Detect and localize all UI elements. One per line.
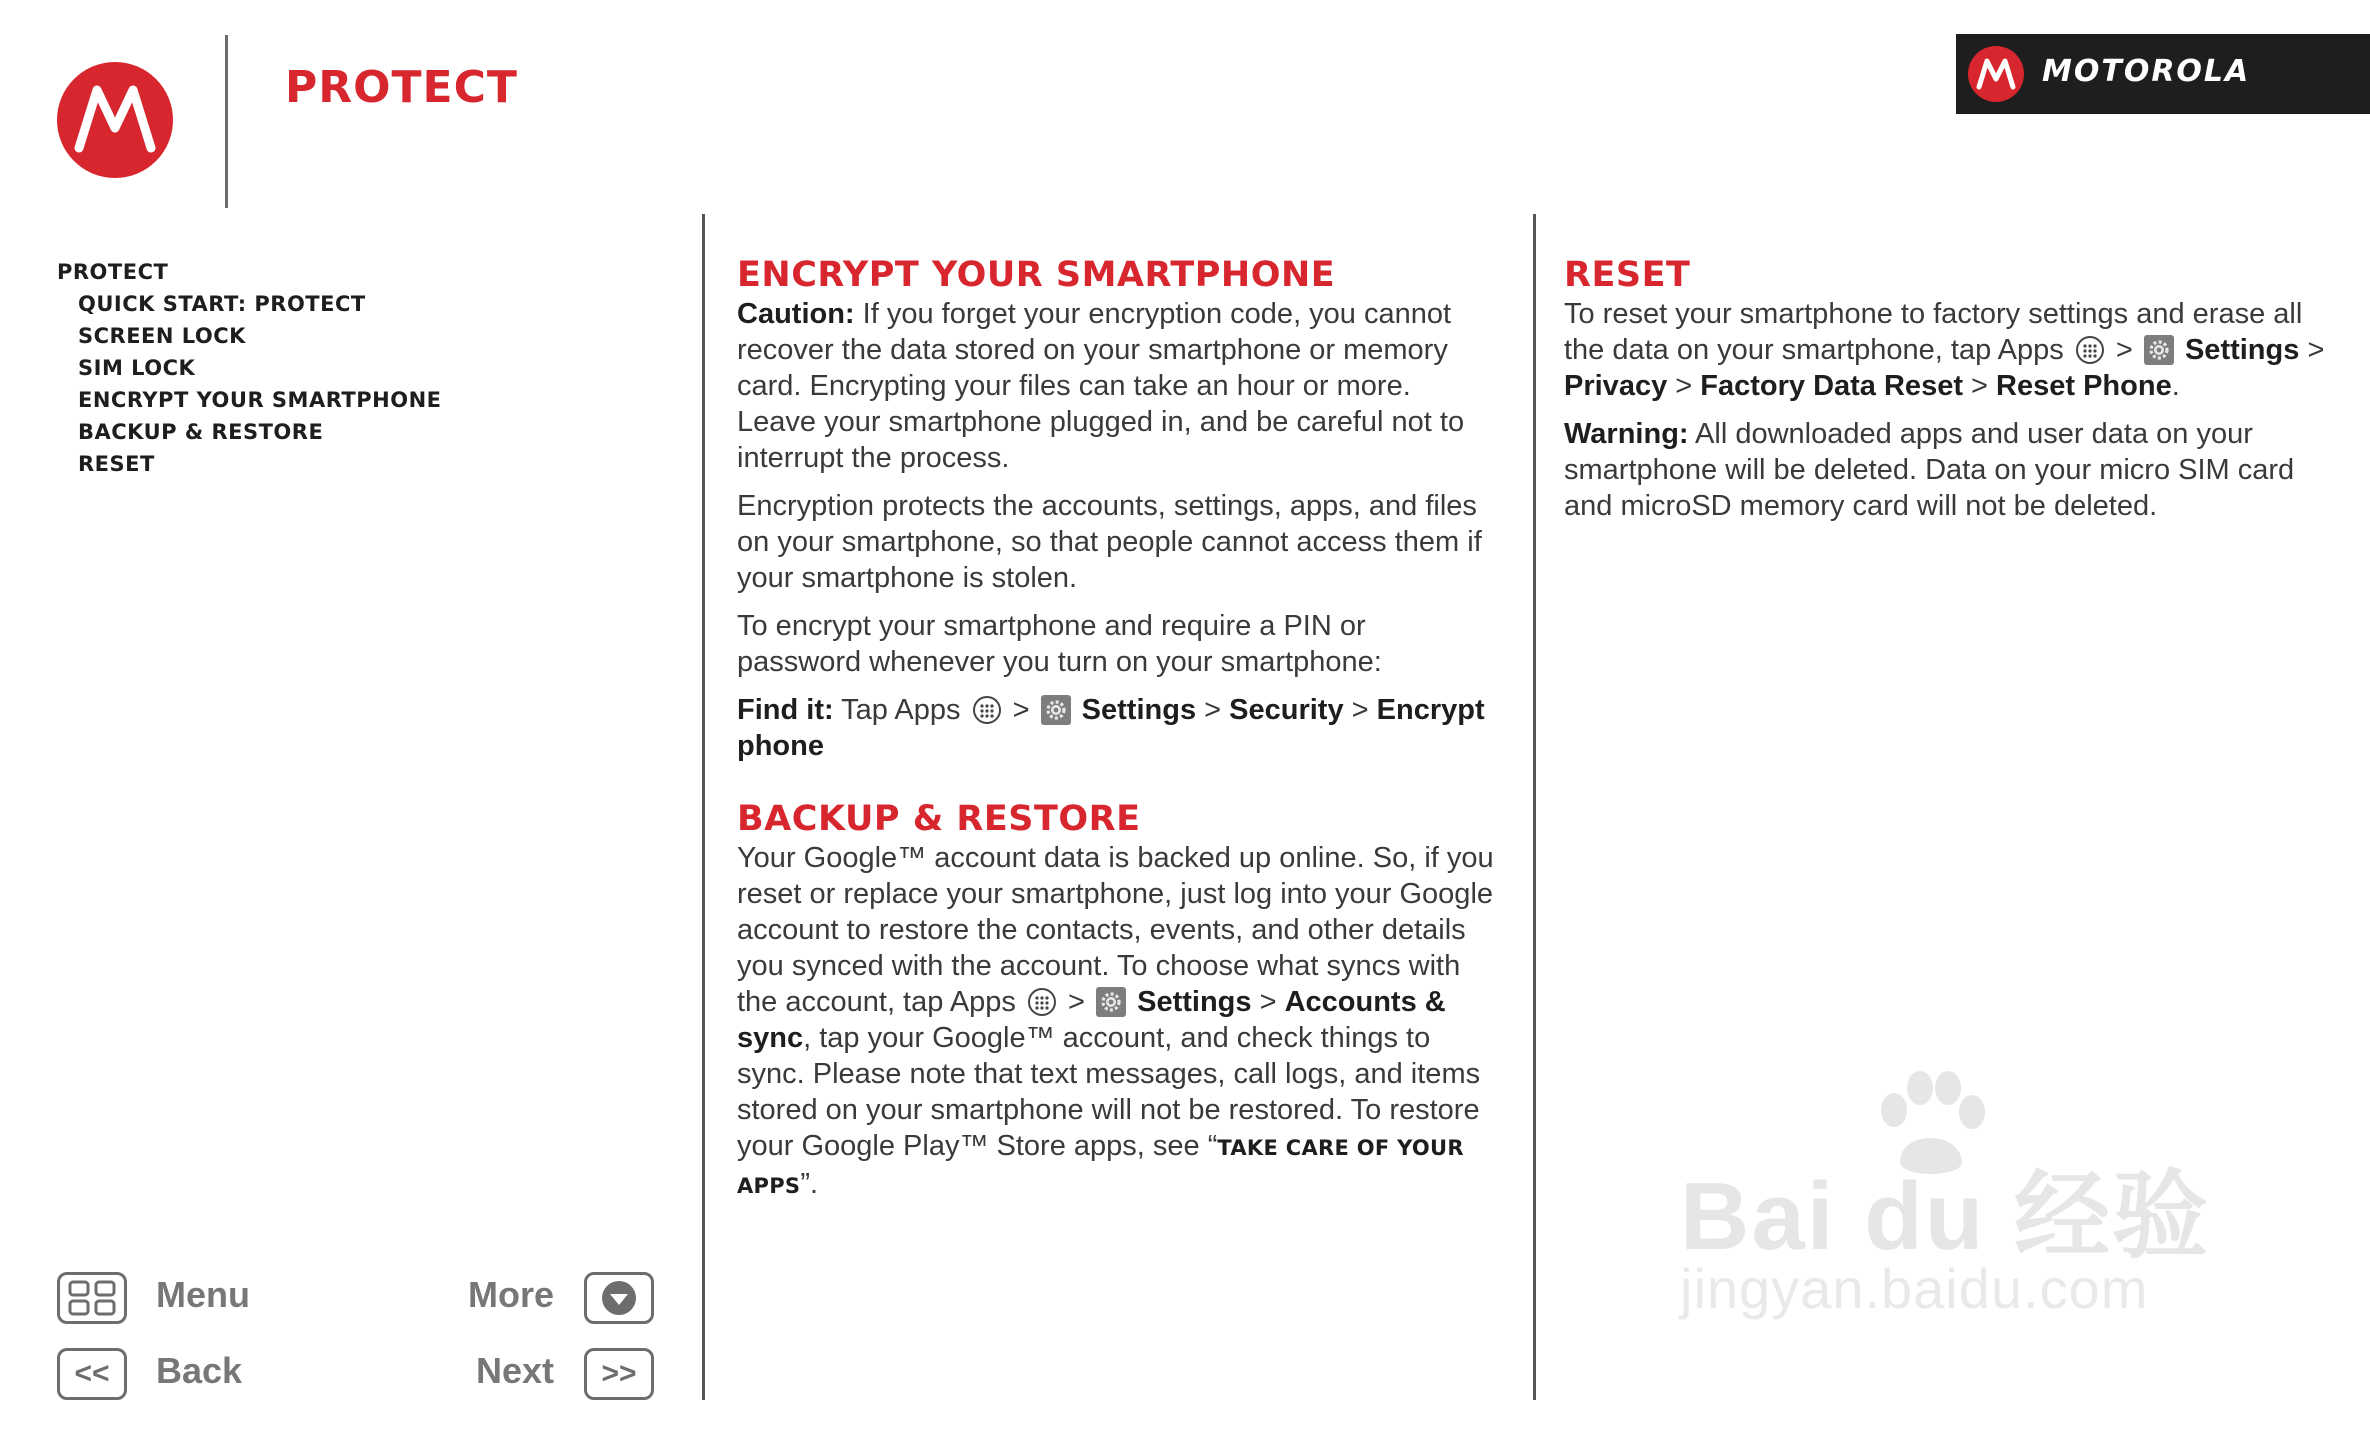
apps-icon — [972, 695, 1002, 725]
settings-label: Settings — [1137, 986, 1252, 1018]
separator: > — [1351, 694, 1369, 726]
brand-bar — [1956, 34, 2370, 114]
settings-gear-icon — [2144, 335, 2174, 365]
back-label[interactable]: Back — [156, 1350, 243, 1391]
sidebar-item-reset[interactable]: RESET — [78, 452, 155, 476]
open-quote: “ — [1207, 1130, 1218, 1162]
caution-paragraph — [737, 296, 1497, 476]
column-divider-right — [1533, 214, 1536, 1400]
sidebar-item-screen-lock[interactable]: SCREEN LOCK — [78, 324, 246, 348]
separator: > — [1259, 986, 1277, 1018]
motorola-logo — [57, 62, 173, 178]
accounts-sync-label: Accounts & sync — [737, 986, 1446, 1054]
encrypt-paragraph-2: Encryption protects the accounts, settings, apps, and files on your smartphone, so that people cannot access them if your smartphone is stolen. — [737, 490, 1482, 594]
encrypt-phone-label: Encrypt phone — [737, 694, 1485, 762]
encrypt-paragraph-3: To encrypt your smartphone and require a PIN or password whenever you turn on your smartphone: — [737, 610, 1382, 678]
next-arrows-icon: >> — [601, 1357, 637, 1390]
privacy-label: Privacy — [1564, 370, 1668, 402]
watermark-url: jingyan.baidu.com — [1680, 1257, 2149, 1320]
right-column — [1564, 254, 2334, 536]
menu-button[interactable] — [57, 1272, 127, 1324]
reset-paragraph — [1564, 296, 2334, 404]
reset-text-1: To reset your smartphone to factory settings and erase all the data on your smartphone, tap Apps — [1564, 298, 2303, 366]
back-arrows-icon: << — [74, 1357, 110, 1390]
settings-gear-icon — [1096, 987, 1126, 1017]
column-divider-left — [702, 214, 705, 1400]
separator: > — [1971, 370, 1988, 402]
more-label[interactable]: More — [468, 1274, 555, 1315]
backup-text-2: , tap your Google™ account, and check things to sync. Please note that text messages, call logs, and items stored on your smartphone will not be restored. To restore your Google Play™ Store apps, see — [737, 1022, 1481, 1162]
menu-grid-icon — [66, 1280, 118, 1316]
separator: > — [2307, 334, 2325, 366]
apps-icon — [2075, 335, 2105, 365]
back-button[interactable] — [57, 1348, 127, 1400]
next-label[interactable]: Next — [476, 1350, 555, 1391]
warning-paragraph — [1564, 416, 2334, 524]
motorola-mark-icon — [1968, 46, 2024, 102]
sidebar-item-quick-start[interactable]: QUICK START: PROTECT — [78, 292, 366, 316]
next-button[interactable] — [584, 1348, 654, 1400]
settings-label: Settings — [1081, 694, 1197, 726]
sidebar-item-backup[interactable]: BACKUP & RESTORE — [78, 420, 324, 444]
period: . — [2171, 370, 2180, 402]
page-title: PROTECT — [285, 62, 518, 113]
factory-reset-label: Factory Data Reset — [1700, 370, 1963, 402]
close-quote: ”. — [800, 1168, 819, 1200]
reset-heading: RESET — [1564, 255, 1691, 295]
separator: > — [2115, 334, 2133, 366]
middle-column — [737, 254, 1497, 1216]
sidebar-item-protect[interactable]: PROTECT — [57, 260, 169, 284]
chevron-down-icon — [599, 1278, 639, 1318]
sidebar-item-encrypt[interactable]: ENCRYPT YOUR SMARTPHONE — [78, 388, 442, 412]
encrypt-heading: ENCRYPT YOUR SMARTPHONE — [737, 255, 1336, 295]
brand-name: MOTOROLA — [2042, 54, 2251, 89]
menu-label[interactable]: Menu — [156, 1274, 250, 1315]
backup-paragraph — [737, 840, 1497, 1204]
findit-label: Find it: — [737, 694, 834, 726]
sidebar-item-sim-lock[interactable]: SIM LOCK — [78, 356, 196, 380]
caution-text: If you forget your encryption code, you cannot recover the data stored on your smartphone or memory card. Encrypting your files can take an hour or more. Leave your smartphone plugged in, and be careful not to interrupt the process. — [737, 298, 1465, 474]
separator: > — [1675, 370, 1693, 402]
reset-phone-label: Reset Phone — [1996, 370, 2172, 402]
backup-text-1: Your Google™ account data is backed up online. So, if you reset or replace your smartphone, just log into your Google account to restore the contacts, events, and other details you synced with the account. To choose what syncs with the account, tap Apps — [737, 842, 1494, 1018]
settings-gear-icon — [1041, 695, 1071, 725]
more-button[interactable] — [584, 1272, 654, 1324]
apps-icon — [1027, 987, 1057, 1017]
separator: > — [1012, 694, 1030, 726]
watermark-main: Bai du 经验 — [1680, 1163, 2211, 1270]
warning-text: All downloaded apps and user data on your smartphone will be deleted. Data on your micro SIM card and microSD memory card will not be deleted. — [1564, 418, 2295, 522]
backup-heading: BACKUP & RESTORE — [737, 799, 1141, 839]
separator: > — [1068, 986, 1085, 1018]
warning-label: Warning: — [1564, 418, 1689, 450]
sidebar-nav — [57, 256, 442, 480]
caution-label: Caution: — [737, 298, 855, 330]
security-label: Security — [1229, 694, 1344, 726]
settings-label: Settings — [2184, 334, 2300, 366]
findit-paragraph — [737, 692, 1497, 764]
findit-tap: Tap Apps — [833, 694, 969, 726]
separator: > — [1204, 694, 1222, 726]
header-divider — [225, 35, 228, 208]
take-care-link[interactable]: TAKE CARE OF YOUR APPS — [737, 1136, 1464, 1198]
baidu-watermark — [1680, 1070, 2240, 1340]
